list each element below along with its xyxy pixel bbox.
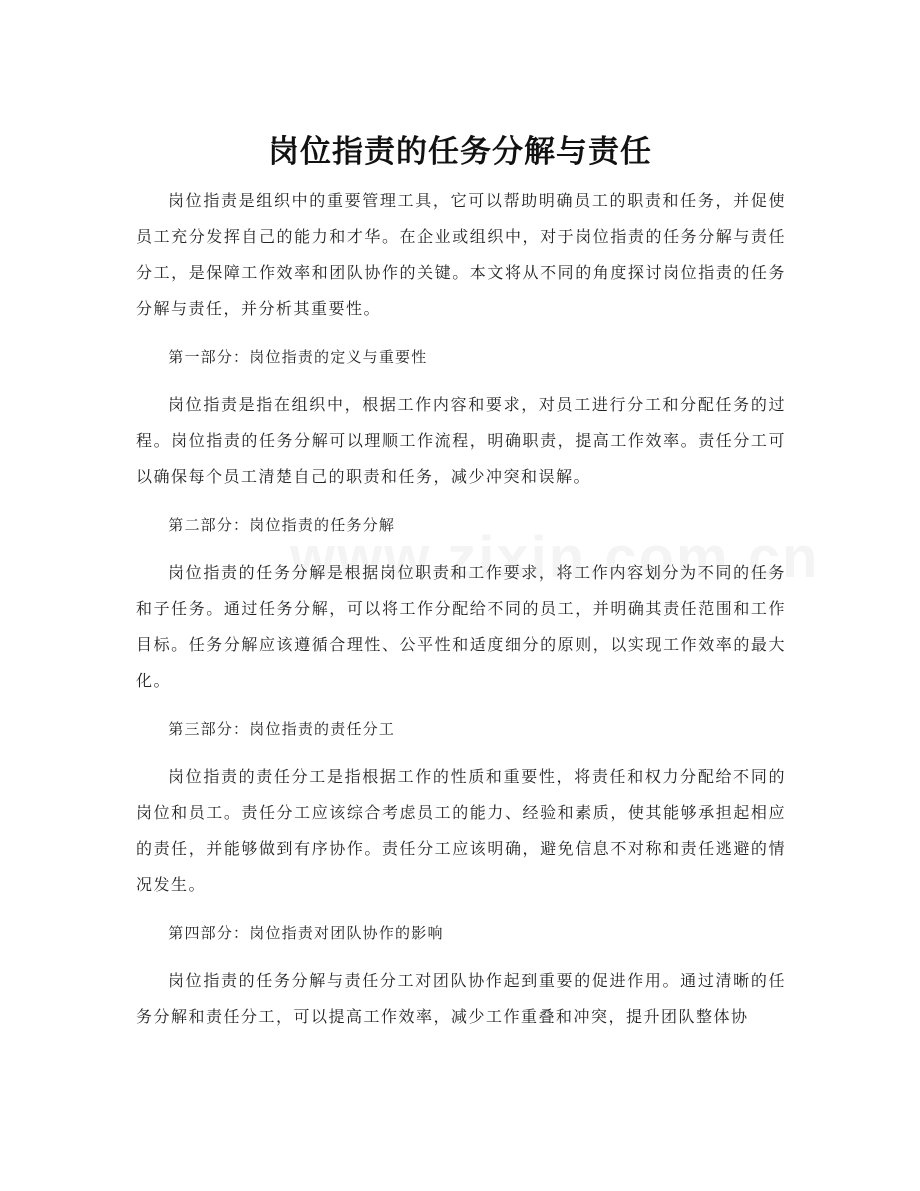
section-heading-1: 第一部分：岗位指责的定义与重要性 [168,348,428,366]
document-body [136,183,786,1035]
intro-paragraph: 岗位指责是组织中的重要管理工具，它可以帮助明确员工的职责和任务，并促使员工充分发挥自己的能力和才华。在企业或组织中，对于岗位指责的任务分解与责任分工，是保障工作效率和团队协作的关键。本文将从不同的角度探讨岗位指责的任务分解与责任，并分析其重要性。 [136,191,786,318]
section-1-paragraph: 岗位指责是指在组织中，根据工作内容和要求，对员工进行分工和分配任务的过程。岗位指责的任务分解可以理顺工作流程，明确职责，提高工作效率。责任分工可以确保每个员工清楚自己的职责和任务，减少冲突和误解。 [136,395,786,486]
section-heading-2: 第二部分：岗位指责的任务分解 [168,516,396,534]
section-heading-4: 第四部分：岗位指责对团队协作的影响 [168,924,444,942]
section-4-paragraph: 岗位指责的任务分解与责任分工对团队协作起到重要的促进作用。通过清晰的任务分解和责任分工，可以提高工作效率，减少工作重叠和冲突，提升团队整体协 [136,971,786,1026]
section-heading-3: 第三部分：岗位指责的责任分工 [168,720,396,738]
document-title: 岗位指责的任务分解与责任 [268,133,652,170]
section-3-paragraph: 岗位指责的责任分工是指根据工作的性质和重要性，将责任和权力分配给不同的岗位和员工。责任分工应该综合考虑员工的能力、经验和素质，使其能够承担起相应的责任，并能够做到有序协作。责任分工应该明确，避免信息不对称和责任逃避的情况发生。 [136,767,786,894]
section-2-paragraph: 岗位指责的任务分解是根据岗位职责和工作要求，将工作内容划分为不同的任务和子任务。通过任务分解，可以将工作分配给不同的员工，并明确其责任范围和工作目标。任务分解应该遵循合理性、公平性和适度细分的原则，以实现工作效率的最大化。 [136,563,786,690]
